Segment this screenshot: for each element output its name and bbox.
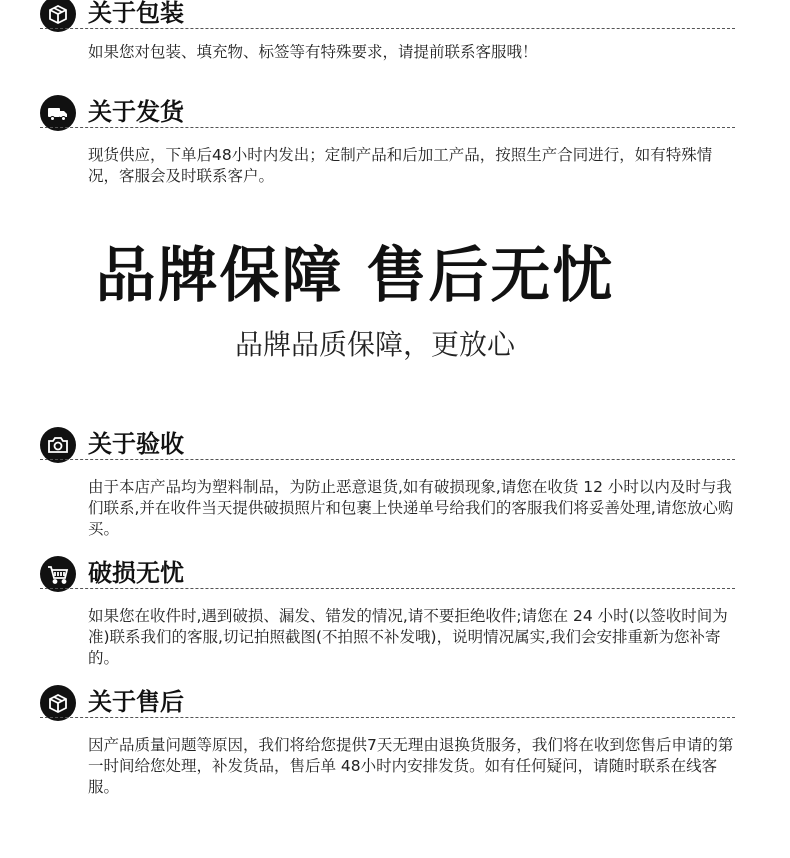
box-icon [40, 685, 76, 721]
dashed-divider [40, 717, 735, 718]
dashed-divider [40, 127, 735, 128]
section-title: 关于验收 [88, 430, 184, 458]
section-shipping [40, 95, 735, 187]
section-damage [40, 556, 735, 669]
truck-icon [40, 95, 76, 131]
section-header [40, 427, 735, 463]
section-text: 如果您在收件时,遇到破损、漏发、错发的情况,请不要拒绝收件;请您在 24 小时(以签收时间为准)联系我们的客服,切记拍照截图(不拍照不补发哦)，说明情况属实,我们会安排重新为您补寄的。 [88, 607, 728, 667]
section-header [40, 685, 735, 721]
section-title: 破损无忧 [88, 559, 184, 587]
section-text: 因产品质量问题等原因，我们将给您提供7天无理由退换货服务，我们将在收到您售后申请的第一时间给您处理，补发货品，售后单 48小时内安排发货。如有任何疑问，请随时联系在线客服。 [88, 736, 734, 796]
section-header [40, 556, 735, 592]
section-title: 关于包装 [88, 0, 184, 27]
cart-icon [40, 556, 76, 592]
section-title: 关于售后 [88, 688, 184, 716]
dashed-divider [40, 459, 735, 460]
section-header [40, 0, 735, 32]
section-text: 由于本店产品均为塑料制品，为防止恶意退货,如有破损现象,请您在收货 12 小时以内及时与我们联系,并在收件当天提供破损照片和包裹上快递单号给我们的客服我们将妥善处理,请您放心购买。 [88, 478, 734, 538]
section-packaging [40, 0, 735, 63]
section-title: 关于发货 [88, 98, 184, 126]
dashed-divider [40, 588, 735, 589]
section-aftersales [40, 685, 735, 798]
section-inspection [40, 427, 735, 540]
section-text: 现货供应，下单后48小时内发出；定制产品和后加工产品，按照生产合同进行，如有特殊情况，客服会及时联系客户。 [88, 146, 713, 185]
camera-icon [40, 427, 76, 463]
banner-title: 品牌保障 售后无忧 [95, 241, 615, 311]
section-header [40, 95, 735, 131]
section-text: 如果您对包装、填充物、标签等有特殊要求，请提前联系客服哦！ [88, 43, 538, 61]
dashed-divider [40, 28, 735, 29]
banner-subtitle: 品牌品质保障，更放心 [234, 328, 515, 361]
